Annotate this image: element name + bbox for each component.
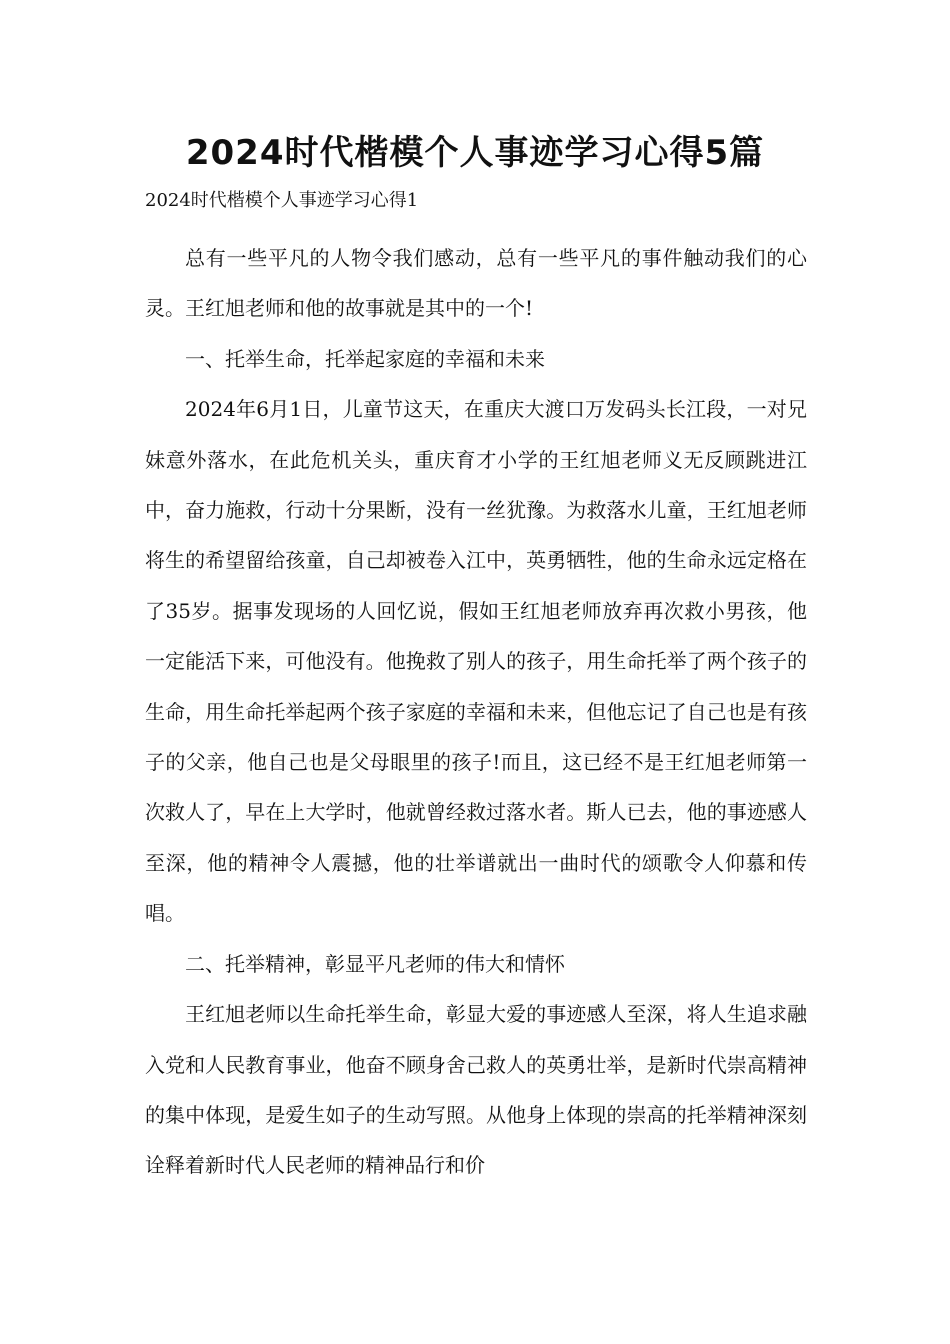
document-body bbox=[145, 233, 807, 1191]
document-title: 2024时代楷模个人事迹学习心得5篇 bbox=[185, 133, 765, 173]
paragraph-spirit: 王红旭老师以生命托举生命，彰显大爱的事迹感人至深，将人生追求融入党和人民教育事业，他奋不顾身舍己救人的英勇壮举，是新时代崇高精神的集中体现，是爱生如子的生动写照。从他身上体现的崇高的托举精神深刻诠释着新时代人民老师的精神品行和价 bbox=[145, 1002, 807, 1178]
document-subtitle: 2024时代楷模个人事迹学习心得1 bbox=[145, 190, 419, 211]
paragraph-story: 2024年6月1日，儿童节这天，在重庆大渡口万发码头长江段，一对兄妹意外落水，在此危机关头，重庆育才小学的王红旭老师义无反顾跳进江中，奋力施救，行动十分果断，没有一丝犹豫。为救落水儿童，王红旭老师将生的希望留给孩童，自己却被卷入江中，英勇牺牲，他的生命永远定格在了35岁。据事发现场的人回忆说，假如王红旭老师放弃再次救小男孩，他一定能活下来，可他没有。他挽救了别人的孩子，用生命托举了两个孩子的生命，用生命托举起两个孩子家庭的幸福和未来，但他忘记了自己也是有孩子的父亲，他自己也是父母眼里的孩子!而且，这已经不是王红旭老师第一次救人了，早在上大学时，他就曾经救过落水者。斯人已去，他的事迹感人至深，他的精神令人震撼，他的壮举谱就出一曲时代的颂歌令人仰慕和传唱。 bbox=[145, 397, 807, 926]
section-heading-2: 二、托举精神，彰显平凡老师的伟大和情怀 bbox=[185, 951, 565, 976]
paragraph-intro: 总有一些平凡的人物令我们感动，总有一些平凡的事件触动我们的心灵。王红旭老师和他的故事就是其中的一个! bbox=[145, 246, 807, 321]
section-heading-1: 一、托举生命，托举起家庭的幸福和未来 bbox=[185, 346, 545, 371]
